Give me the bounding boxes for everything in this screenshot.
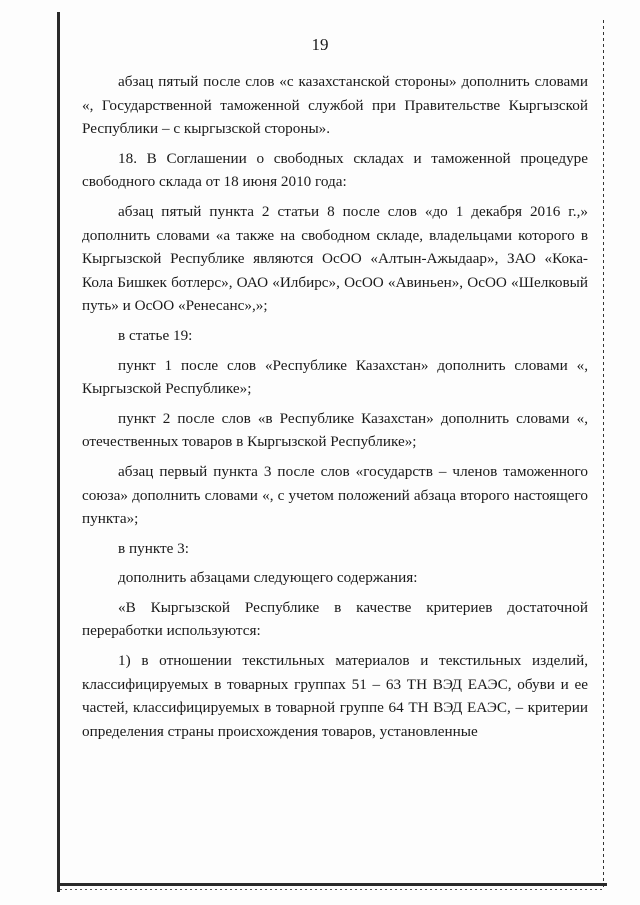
paragraph: абзац пятый после слов «с казахстанской стороны» дополнить словами «, Государственной таможенной службой при Правительстве Кыргызской Республики – с кыргызской стороны».: [82, 73, 588, 138]
paragraph: в пункте 3:: [118, 539, 189, 557]
page-border-left: [57, 12, 60, 892]
paragraph: «В Кыргызской Республике в качестве критериев достаточной переработки используются:: [82, 598, 588, 640]
paragraph: в статье 19:: [118, 326, 193, 344]
page-border-bottom-dots: [60, 889, 605, 890]
paragraph: дополнить абзацами следующего содержания:: [118, 569, 418, 587]
paragraph: 18. В Соглашении о свободных складах и таможенной процедуре свободного склада от 18 июня 2010 года:: [82, 149, 588, 191]
page-border-bottom: [57, 883, 607, 886]
paragraph: абзац пятый пункта 2 статьи 8 после слов «до 1 декабря 2016 г.,» дополнить словами «а также на свободном складе, владельцами которого в Кыргызской Республике являются ОсОО «Алтын-Ажыдаар», ЗАО «Кока-Кола Бишкек ботлерс», ОАО «Илбирс», ОсОО «Авиньен», ОсОО «Шелковый путь» и ОсОО «Ренесанс»,»;: [82, 202, 588, 315]
document-body: [82, 70, 588, 749]
paragraph: пункт 2 после слов «в Республике Казахстан» дополнить словами «, отечественных товаров в Кыргызской Республике»;: [82, 409, 588, 451]
page-border-right: [603, 20, 604, 888]
paragraph: 1) в отношении текстильных материалов и текстильных изделий, классифицируемых в товарных группах 51 – 63 ТН ВЭД ЕАЭС, обуви и ее частей, классифицируемых в товарной группе 64 ТН ВЭД ЕАЭС, – критерии определения страны происхождения товаров, установленные: [82, 652, 588, 740]
page-number: 19: [311, 35, 329, 54]
paragraph: абзац первый пункта 3 после слов «государств – членов таможенного союза» дополнить словами «, с учетом положений абзаца второго настоящего пункта»;: [82, 462, 588, 528]
paragraph: пункт 1 после слов «Республике Казахстан» дополнить словами «, Кыргызской Республике»;: [82, 356, 588, 398]
